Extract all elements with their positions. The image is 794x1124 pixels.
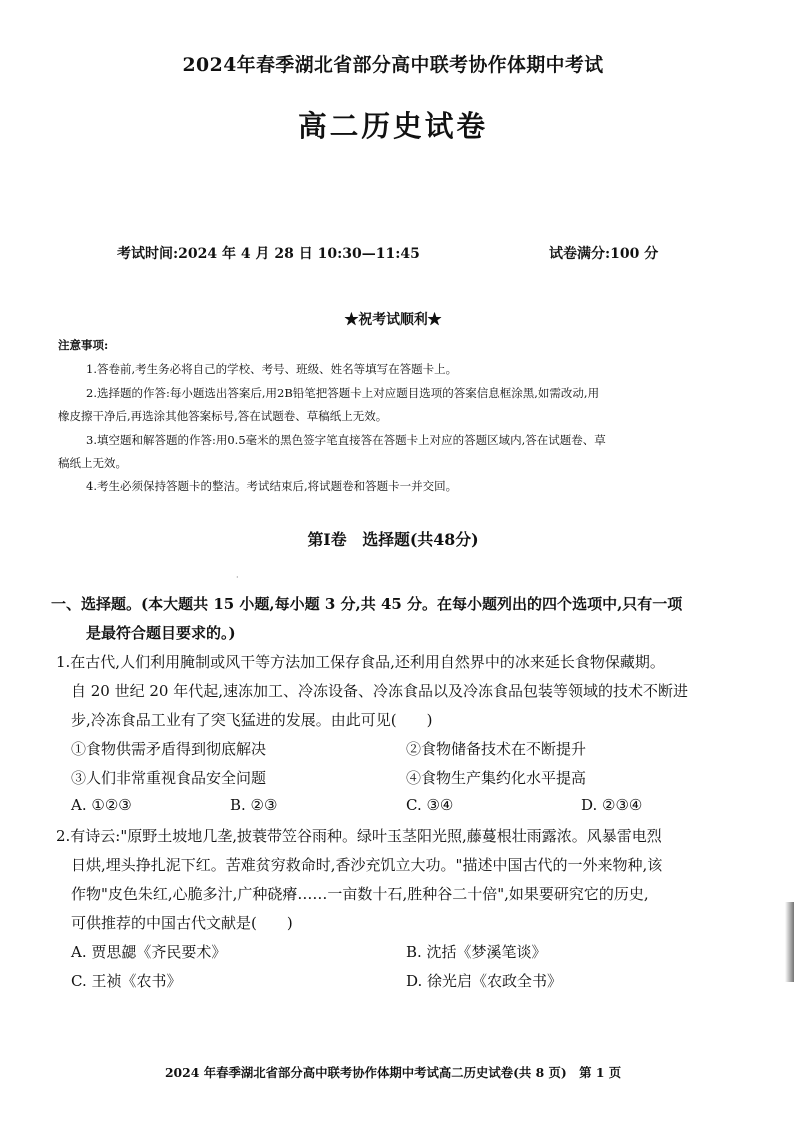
question-1-option-a: A. ①②③ [71, 796, 132, 814]
question-1-statement: ④食物生产集约化水平提高 [406, 769, 587, 787]
notice-line: 橡皮擦干净后,再选涂其他答案标号,答在试题卷、草稿纸上无效。 [58, 409, 388, 423]
page-footer: 2024 年春季湖北省部分高中联考协作体期中考试高二历史试卷(共 8 页) 第 1 页 [164, 1065, 622, 1080]
question-2-option-d: D. 徐光启《农政全书》 [406, 972, 563, 990]
part-instruction: 是最符合题目要求的。) [86, 624, 236, 642]
question-1-stem: 1.在古代,人们利用腌制或风干等方法加工保存食品,还利用自然界中的冰来延长食物保藏期。 [56, 653, 665, 671]
question-1-statement: ①食物供需矛盾得到彻底解决 [71, 740, 267, 758]
question-1-option-c: C. ③④ [406, 796, 454, 814]
exam-name: 2024年春季湖北省部分高中联考协作体期中考试 [182, 54, 604, 76]
notice-line: 1.答卷前,考生务必将自己的学校、考号、班级、姓名等填写在答题卡上。 [86, 362, 458, 376]
full-score: 试卷满分:100 分 [549, 246, 659, 262]
question-2-stem: 作物"皮色朱红,心脆多汁,广种硗瘠……一亩数十石,胜种谷二十倍",如果要研究它的历史, [71, 885, 649, 903]
question-2-stem: 日烘,埋头挣扎泥下红。苦难贫穷救命时,香沙充饥立大功。"描述中国古代的一外来物种,该 [71, 856, 663, 874]
question-1-statement: ②食物储备技术在不断提升 [406, 740, 587, 758]
question-1-statement: ③人们非常重视食品安全问题 [71, 769, 267, 787]
notice-line: 3.填空题和解答题的作答:用0.5毫米的黑色签字笔直接答在答题卡上对应的答题区域内,答在试题卷、草 [86, 433, 606, 447]
scan-edge-shadow [785, 902, 794, 982]
question-2-option-c: C. 王祯《农书》 [71, 972, 182, 990]
notice-line: 稿纸上无效。 [58, 456, 127, 470]
question-1-option-b: B. ②③ [230, 796, 278, 814]
question-2-stem: 2.有诗云:"原野土坡地几垄,披蓑带笠谷雨种。绿叶玉茎阳光照,藤蔓根壮雨露浓。风暴雷电烈 [56, 827, 662, 845]
paper-title: 高二历史试卷 [297, 109, 489, 143]
question-2-option-b: B. 沈括《梦溪笔谈》 [406, 943, 547, 961]
part-instruction: 一、选择题。(本大题共 15 小题,每小题 3 分,共 45 分。在每小题列出的四个选项中,只有一项 [51, 595, 683, 613]
scan-mark: · [236, 573, 239, 582]
exam-time: 考试时间:2024 年 4 月 28 日 10:30—11:45 [117, 246, 420, 262]
notice-line: 4.考生必须保持答题卡的整洁。考试结束后,将试题卷和答题卡一并交回。 [86, 479, 458, 493]
question-2-option-a: A. 贾思勰《齐民要术》 [71, 943, 227, 961]
question-1-option-d: D. ②③④ [581, 796, 643, 814]
question-1-stem: 自 20 世纪 20 年代起,速冻加工、冷冻设备、冷冻食品以及冷冻食品包装等领域的技术不断进 [71, 682, 689, 700]
good-luck-banner: ★祝考试顺利★ [344, 312, 442, 328]
section-title: 第Ⅰ卷 选择题(共48分) [307, 530, 479, 549]
notice-line: 2.选择题的作答:每小题选出答案后,用2B铅笔把答题卡上对应题目选项的答案信息框涂黑,如需改动,用 [86, 386, 600, 400]
question-2-stem: 可供推荐的中国古代文献是( ) [71, 914, 293, 932]
question-1-stem: 步,冷冻食品工业有了突飞猛进的发展。由此可见( ) [71, 711, 433, 729]
notice-title: 注意事项: [58, 338, 109, 352]
